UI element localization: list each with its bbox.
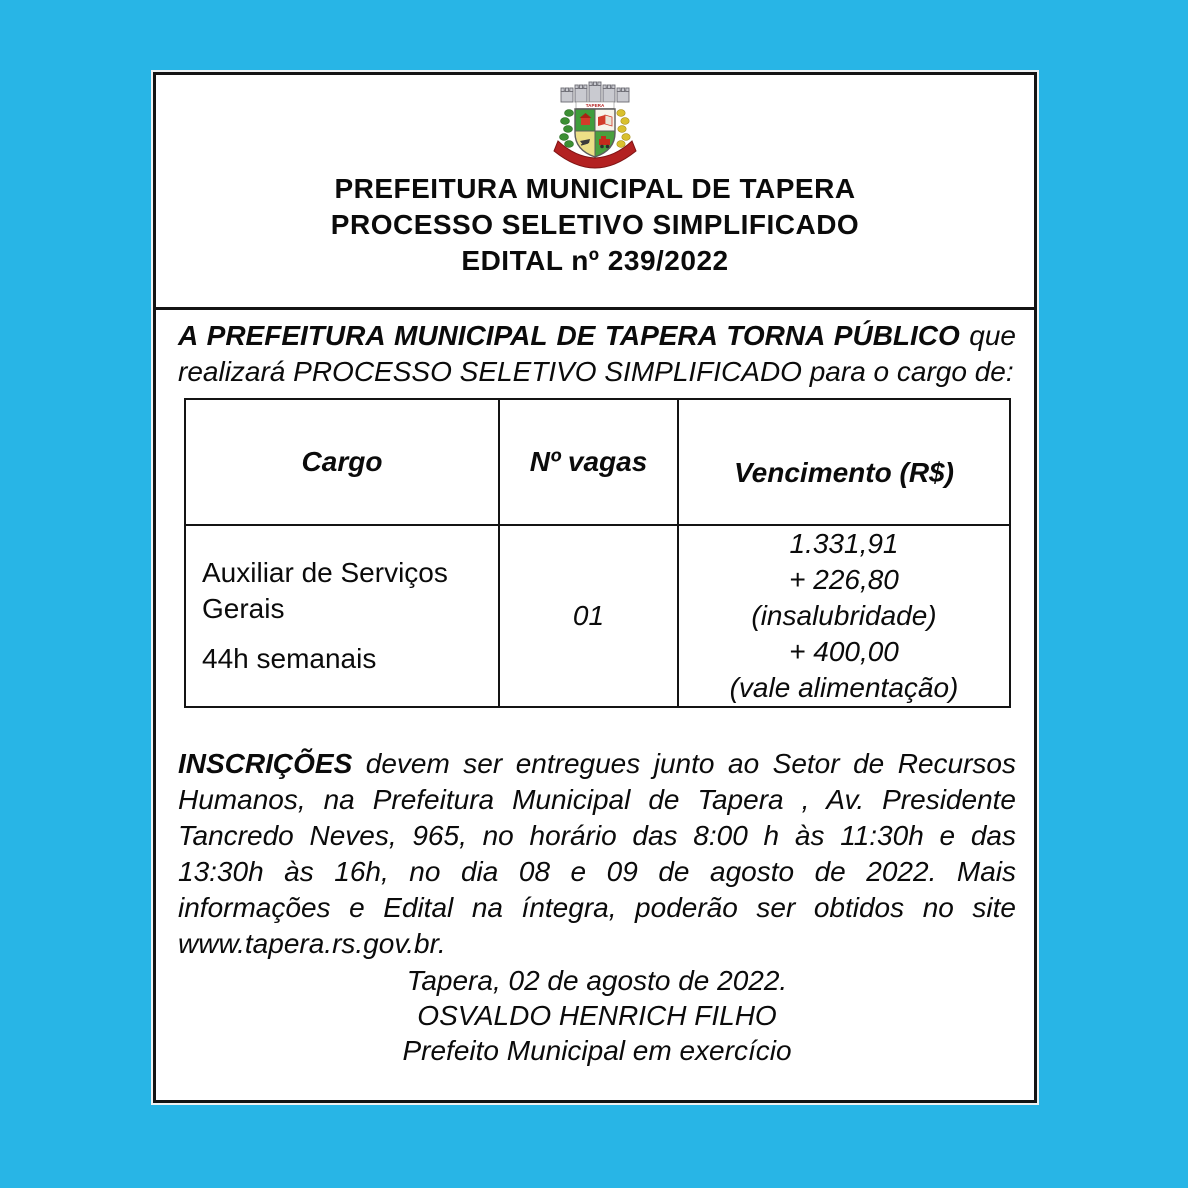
signature-role: Prefeito Municipal em exercício	[402, 1035, 792, 1066]
cargo-weekly-hours: 44h semanais	[202, 643, 377, 674]
document-body	[156, 310, 1034, 1068]
vacancy-table	[184, 398, 1011, 708]
signature-block	[178, 963, 1016, 1068]
vencimento-cell	[678, 525, 1010, 707]
vagas-cell: 01	[499, 525, 678, 707]
cargo-title: Auxiliar de Serviços Gerais	[202, 557, 448, 624]
column-header-vencimento	[678, 399, 1010, 525]
vencimento-vale-amount: + 400,00	[789, 636, 899, 667]
edital-document	[153, 72, 1037, 1103]
inscricoes-paragraph	[178, 746, 1016, 962]
cargo-cell	[185, 525, 499, 707]
crest-container	[156, 79, 1034, 169]
signature-name: OSVALDO HENRICH FILHO	[417, 1000, 777, 1031]
inscricoes-rest-text: devem ser entregues junto ao Setor de Recursos Humanos, na Prefeitura Municipal de Tapera , Av. Presidente Tancredo Neves, 965, no horário das 8:00 h às 11:30h e das 13:30h às 16h, no dia 08 e 09 de agosto de 2022. Mais informações e Edital na íntegra, poderão ser obtidos no site www.tapera.rs.gov.br.	[178, 748, 1016, 959]
vencimento-insalubridade-label: (insalubridade)	[751, 600, 937, 631]
column-header-vagas-label: Nº vagas	[529, 446, 648, 477]
title-line-process: PROCESSO SELETIVO SIMPLIFICADO	[330, 209, 860, 240]
column-header-vencimento-label: Vencimento (R$)	[734, 457, 954, 488]
vencimento-vale-label: (vale alimentação)	[729, 672, 959, 703]
intro-bold-text: A PREFEITURA MUNICIPAL DE TAPERA TORNA PÚBLICO	[178, 320, 960, 351]
title-line-edital-number: EDITAL nº 239/2022	[461, 245, 729, 276]
column-header-cargo	[185, 399, 499, 525]
signature-date-line: Tapera, 02 de agosto de 2022.	[406, 965, 788, 996]
column-header-cargo-label: Cargo	[301, 446, 383, 477]
column-header-vagas	[499, 399, 678, 525]
intro-paragraph	[178, 318, 1016, 390]
title-line-entity: PREFEITURA MUNICIPAL DE TAPERA	[334, 173, 856, 204]
inscricoes-bold-text: INSCRIÇÕES	[178, 748, 353, 779]
table-row	[185, 525, 1010, 707]
document-title	[156, 171, 1034, 279]
document-header	[156, 75, 1034, 310]
intro-rest-text: que realizará PROCESSO SELETIVO SIMPLIFICADO para o cargo de:	[178, 320, 1016, 387]
vencimento-base-salary: 1.331,91	[789, 528, 899, 559]
tapera-coat-of-arms-icon	[544, 79, 646, 169]
crest-banner-text: TAPERA	[585, 103, 605, 108]
table-header-row	[185, 399, 1010, 525]
vencimento-insalubridade-amount: + 226,80	[789, 564, 899, 595]
